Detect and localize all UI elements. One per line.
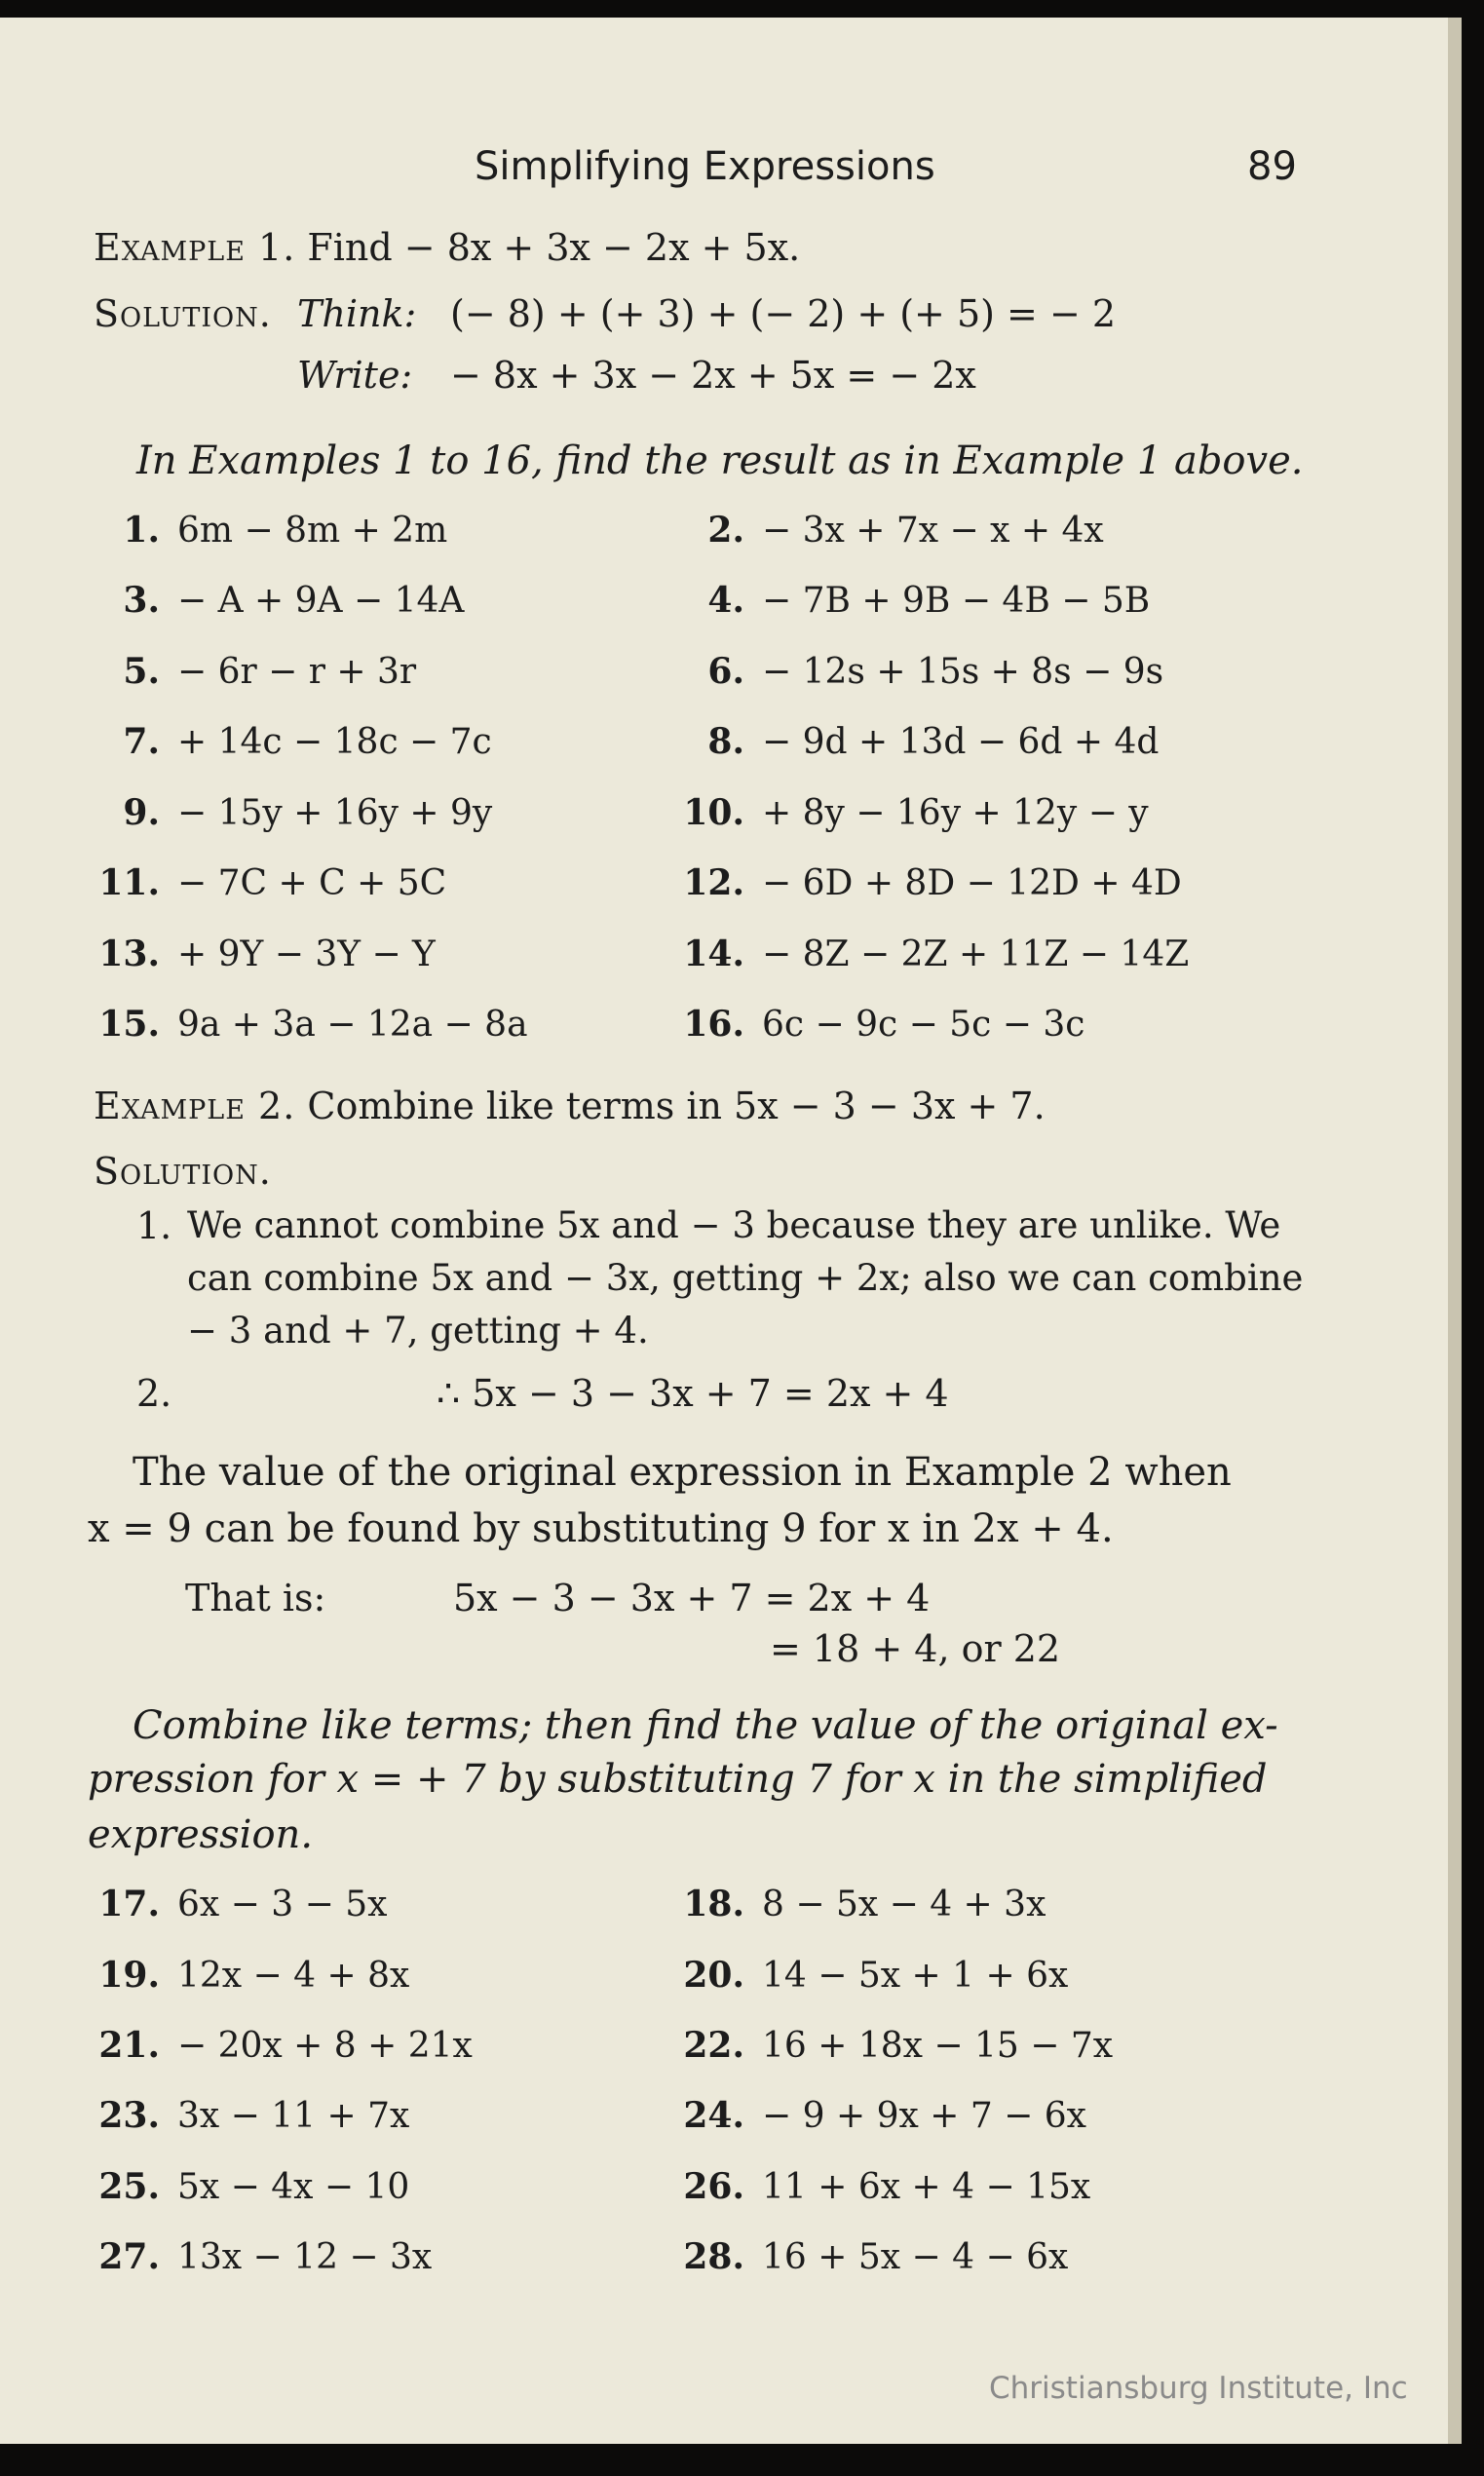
example1-line [94, 226, 800, 269]
exercise-item: 6. − 12s + 15s + 8s − 9s [707, 651, 1164, 692]
step2-number: 2. [136, 1372, 172, 1415]
exercise-item: 5. − 6r − r + 3r [123, 651, 417, 692]
book-page [0, 18, 1462, 2444]
substitution-eq2: = 18 + 4, or 22 [770, 1627, 1061, 1670]
instruction2-line1: Combine like terms; then find the value of the original ex- [133, 1703, 1278, 1748]
exercise-item: 23. 3x − 11 + 7x [98, 2095, 410, 2136]
exercise-item: 3. − A + 9A − 14A [123, 580, 465, 621]
exercise-item: 27. 13x − 12 − 3x [98, 2236, 433, 2277]
value-paragraph-line2: x = 9 can be found by substituting 9 for x in 2x + 4. [88, 1506, 1114, 1551]
write-expression: − 8x + 3x − 2x + 5x = − 2x [450, 354, 976, 397]
exercise-item: 12. − 6D + 8D − 12D + 4D [683, 862, 1182, 903]
example2-solution-label: Solution. [94, 1150, 272, 1193]
example2-label: Example 2. [94, 1085, 296, 1127]
example1-label: Example 1. [94, 226, 296, 269]
exercise-item: 19. 12x − 4 + 8x [98, 1955, 410, 1996]
step1-line3: − 3 and + 7, getting + 4. [187, 1310, 649, 1352]
instruction2-line2: pression for x = + 7 by substituting 7 for x in the simplified [88, 1757, 1268, 1802]
exercise-item: 24. − 9 + 9x + 7 − 6x [683, 2095, 1086, 2136]
exercise-item: 7. + 14c − 18c − 7c [123, 721, 492, 762]
that-is-label: That is: [185, 1577, 326, 1619]
exercise-item: 22. 16 + 18x − 15 − 7x [683, 2025, 1114, 2066]
exercise-item: 10. + 8y − 16y + 12y − y [683, 792, 1149, 833]
watermark: Christiansburg Institute, Inc [989, 2371, 1408, 2406]
exercise-item: 15. 9a + 3a − 12a − 8a [98, 1004, 528, 1045]
step2-expression: ∴ 5x − 3 − 3x + 7 = 2x + 4 [437, 1372, 949, 1415]
exercise-item: 17. 6x − 3 − 5x [98, 1884, 388, 1924]
exercise-item: 1. 6m − 8m + 2m [123, 510, 448, 551]
exercise-item: 18. 8 − 5x − 4 + 3x [683, 1884, 1046, 1924]
exercise-item: 8. − 9d + 13d − 6d + 4d [707, 721, 1160, 762]
step1-line1: We cannot combine 5x and − 3 because they are unlike. We [187, 1204, 1281, 1246]
page-number: 89 [1247, 144, 1297, 189]
exercise-item: 14. − 8Z − 2Z + 11Z − 14Z [683, 933, 1190, 974]
exercise-item: 4. − 7B + 9B − 4B − 5B [707, 580, 1151, 621]
exercise-item: 13. + 9Y − 3Y − Y [98, 933, 436, 974]
exercise-item: 16. 6c − 9c − 5c − 3c [683, 1004, 1085, 1045]
step1-number: 1. [136, 1204, 172, 1247]
example2-line [94, 1085, 1046, 1127]
example1-solution-label: Solution. [94, 292, 272, 335]
exercise-item: 20. 14 − 5x + 1 + 6x [683, 1955, 1069, 1996]
exercise-item: 28. 16 + 5x − 4 − 6x [683, 2236, 1069, 2277]
example2-text: Combine like terms in 5x − 3 − 3x + 7. [307, 1085, 1046, 1127]
think-label: Think: [297, 292, 417, 335]
instruction-examples-1-16: In Examples 1 to 16, find the result as in Example 1 above. [136, 438, 1304, 483]
exercise-item: 26. 11 + 6x + 4 − 15x [683, 2166, 1091, 2207]
instruction2-line3: expression. [88, 1812, 314, 1857]
exercise-item: 9. − 15y + 16y + 9y [123, 792, 493, 833]
exercise-item: 21. − 20x + 8 + 21x [98, 2025, 473, 2066]
exercise-item: 2. − 3x + 7x − x + 4x [707, 510, 1104, 551]
substitution-eq1: 5x − 3 − 3x + 7 = 2x + 4 [453, 1577, 931, 1619]
write-label: Write: [297, 354, 413, 397]
example1-text: Find − 8x + 3x − 2x + 5x. [307, 226, 801, 269]
step1-line2: can combine 5x and − 3x, getting + 2x; also we can combine [187, 1257, 1304, 1299]
page-title: Simplifying Expressions [475, 144, 935, 189]
exercise-item: 25. 5x − 4x − 10 [98, 2166, 410, 2207]
think-expression: (− 8) + (+ 3) + (− 2) + (+ 5) = − 2 [450, 292, 1117, 335]
exercise-item: 11. − 7C + C + 5C [98, 862, 447, 903]
value-paragraph-line1: The value of the original expression in Example 2 when [133, 1450, 1232, 1495]
